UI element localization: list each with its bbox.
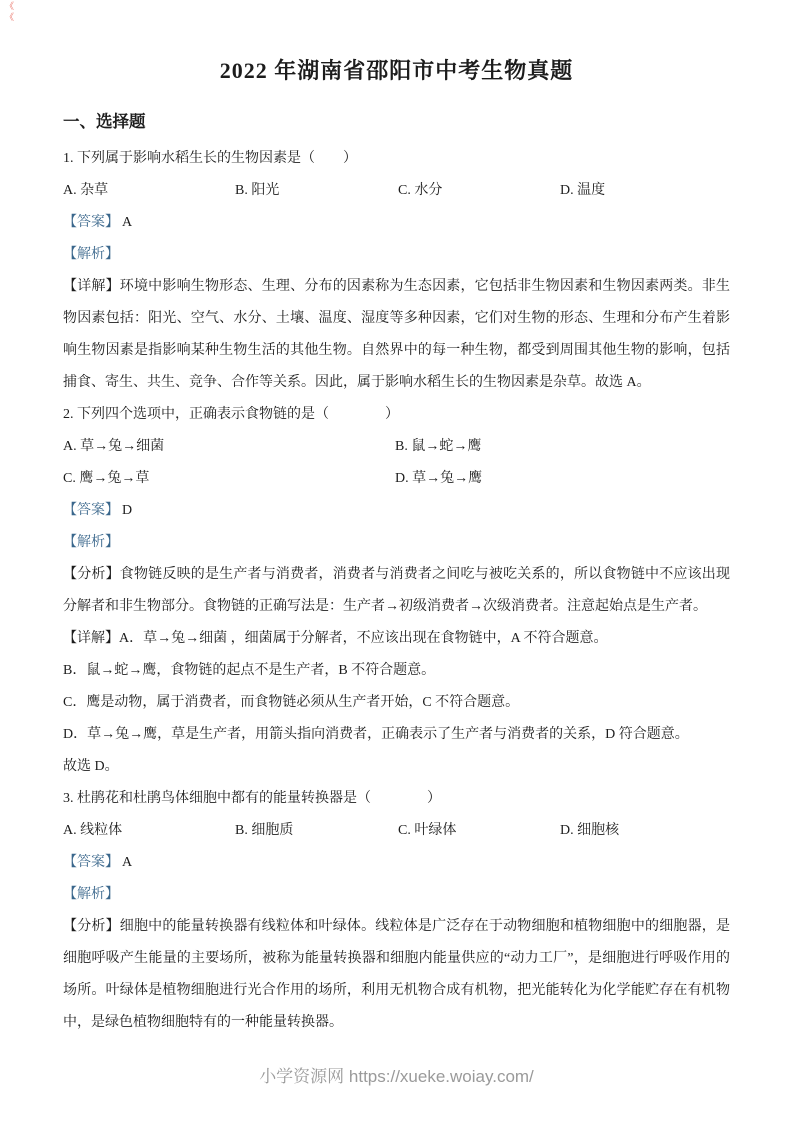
question-3-options: [63, 815, 730, 847]
site-watermark: 小学资源网 https://xueke.woiay.com/: [259, 1067, 534, 1086]
question-1-option-c: C. 水分: [398, 183, 443, 198]
jiexi-label: 【解析】: [63, 887, 119, 902]
question-3-option-d: D. 细胞核: [560, 823, 620, 838]
question-3-jiexi-line: [63, 879, 730, 911]
question-2-answer-line: [63, 495, 730, 527]
corner-mark-icon: 《: [5, 2, 15, 12]
question-2: [63, 399, 730, 783]
jiexi-label: 【解析】: [63, 247, 119, 262]
answer-label: 【答案】: [63, 215, 119, 230]
question-2-analysis: 【分析】食物链反映的是生产者与消费者，消费者与消费者之间吃与被吃关系的，所以食物链中不应该出现分解者和非生物部分。食物链的正确写法是：生产者→初级消费者→次级消费者。注意起始点是生产者。: [63, 567, 730, 614]
answer-value: A: [122, 215, 133, 230]
question-1-jiexi-line: [63, 239, 730, 271]
question-1-options: [63, 175, 730, 207]
question-3-option-a: A. 线粒体: [63, 823, 123, 838]
question-1-answer-line: [63, 207, 730, 239]
question-1-stem: 1. 下列属于影响水稻生长的生物因素是（ ）: [63, 151, 357, 166]
jiexi-label: 【解析】: [63, 535, 119, 550]
question-2-options-row-2: [63, 463, 730, 495]
answer-label: 【答案】: [63, 855, 119, 870]
question-3-analysis: 【分析】细胞中的能量转换器有线粒体和叶绿体。线粒体是广泛存在于动物细胞和植物细胞中的细胞器，是细胞呼吸产生能量的主要场所，被称为能量转换器和细胞内能量供应的“动力工厂”，是细胞进行呼吸作用的场所。叶绿体是植物细胞进行光合作用的场所，利用无机物合成有机物，把光能转化为化学能贮存在有机物中，是绿色植物细胞特有的一种能量转换器。: [63, 919, 730, 1030]
question-2-option-b: B. 鼠→蛇→鹰: [395, 439, 482, 454]
page-title: 2022 年湖南省邵阳市中考生物真题: [219, 58, 574, 83]
question-1-option-a: A. 杂草: [63, 183, 109, 198]
question-2-option-c: C. 鹰→兔→草: [63, 471, 150, 486]
question-2-explanation-d: D．草→兔→鹰，草是生产者，用箭头指向消费者，正确表示了生产者与消费者的关系，D 符合题意。: [63, 727, 689, 742]
section-heading: 一、选择题: [63, 112, 146, 131]
question-2-options-row-1: [63, 431, 730, 463]
question-2-stem: 2. 下列四个选项中，正确表示食物链的是（ ）: [63, 407, 399, 422]
question-1-option-d: D. 温度: [560, 183, 606, 198]
question-3: [63, 783, 730, 1039]
question-2-jiexi-line: [63, 527, 730, 559]
answer-value: A: [122, 855, 133, 870]
question-2-option-d: D. 草→兔→鹰: [395, 471, 483, 486]
corner-mark-icon: 《: [5, 13, 15, 23]
answer-value: D: [122, 503, 133, 518]
question-3-option-c: C. 叶绿体: [398, 823, 457, 838]
question-1: [63, 143, 730, 399]
question-3-answer-line: [63, 847, 730, 879]
question-2-conclusion: 故选 D。: [63, 759, 119, 774]
question-2-explanation-a: 【详解】A．草→兔→细菌 ，细菌属于分解者，不应该出现在食物链中，A 不符合题意。: [63, 631, 608, 646]
question-2-option-a: A. 草→兔→细菌: [63, 439, 165, 454]
question-2-explanation-b: B．鼠→蛇→鹰，食物链的起点不是生产者，B 不符合题意。: [63, 663, 436, 678]
corner-marks: [5, 2, 14, 24]
answer-label: 【答案】: [63, 503, 119, 518]
question-3-option-b: B. 细胞质: [235, 823, 294, 838]
question-2-explanation-c: C．鹰是动物，属于消费者，而食物链必须从生产者开始，C 不符合题意。: [63, 695, 520, 710]
question-1-explanation: 【详解】环境中影响生物形态、生理、分布的因素称为生态因素，它包括非生物因素和生物因素两类。非生物因素包括：阳光、空气、水分、土壤、温度、湿度等多种因素，它们对生物的形态、生理和分布产生着影响生物因素是指影响某种生物生活的其他生物。自然界中的每一种生物，都受到周围其他生物的影响，包括捕食、寄生、共生、竞争、合作等关系。因此，属于影响水稻生长的生物因素是杂草。故选 A。: [63, 279, 730, 390]
question-1-option-b: B. 阳光: [235, 183, 280, 198]
question-3-stem: 3. 杜鹃花和杜鹃鸟体细胞中都有的能量转换器是（ ）: [63, 791, 441, 806]
